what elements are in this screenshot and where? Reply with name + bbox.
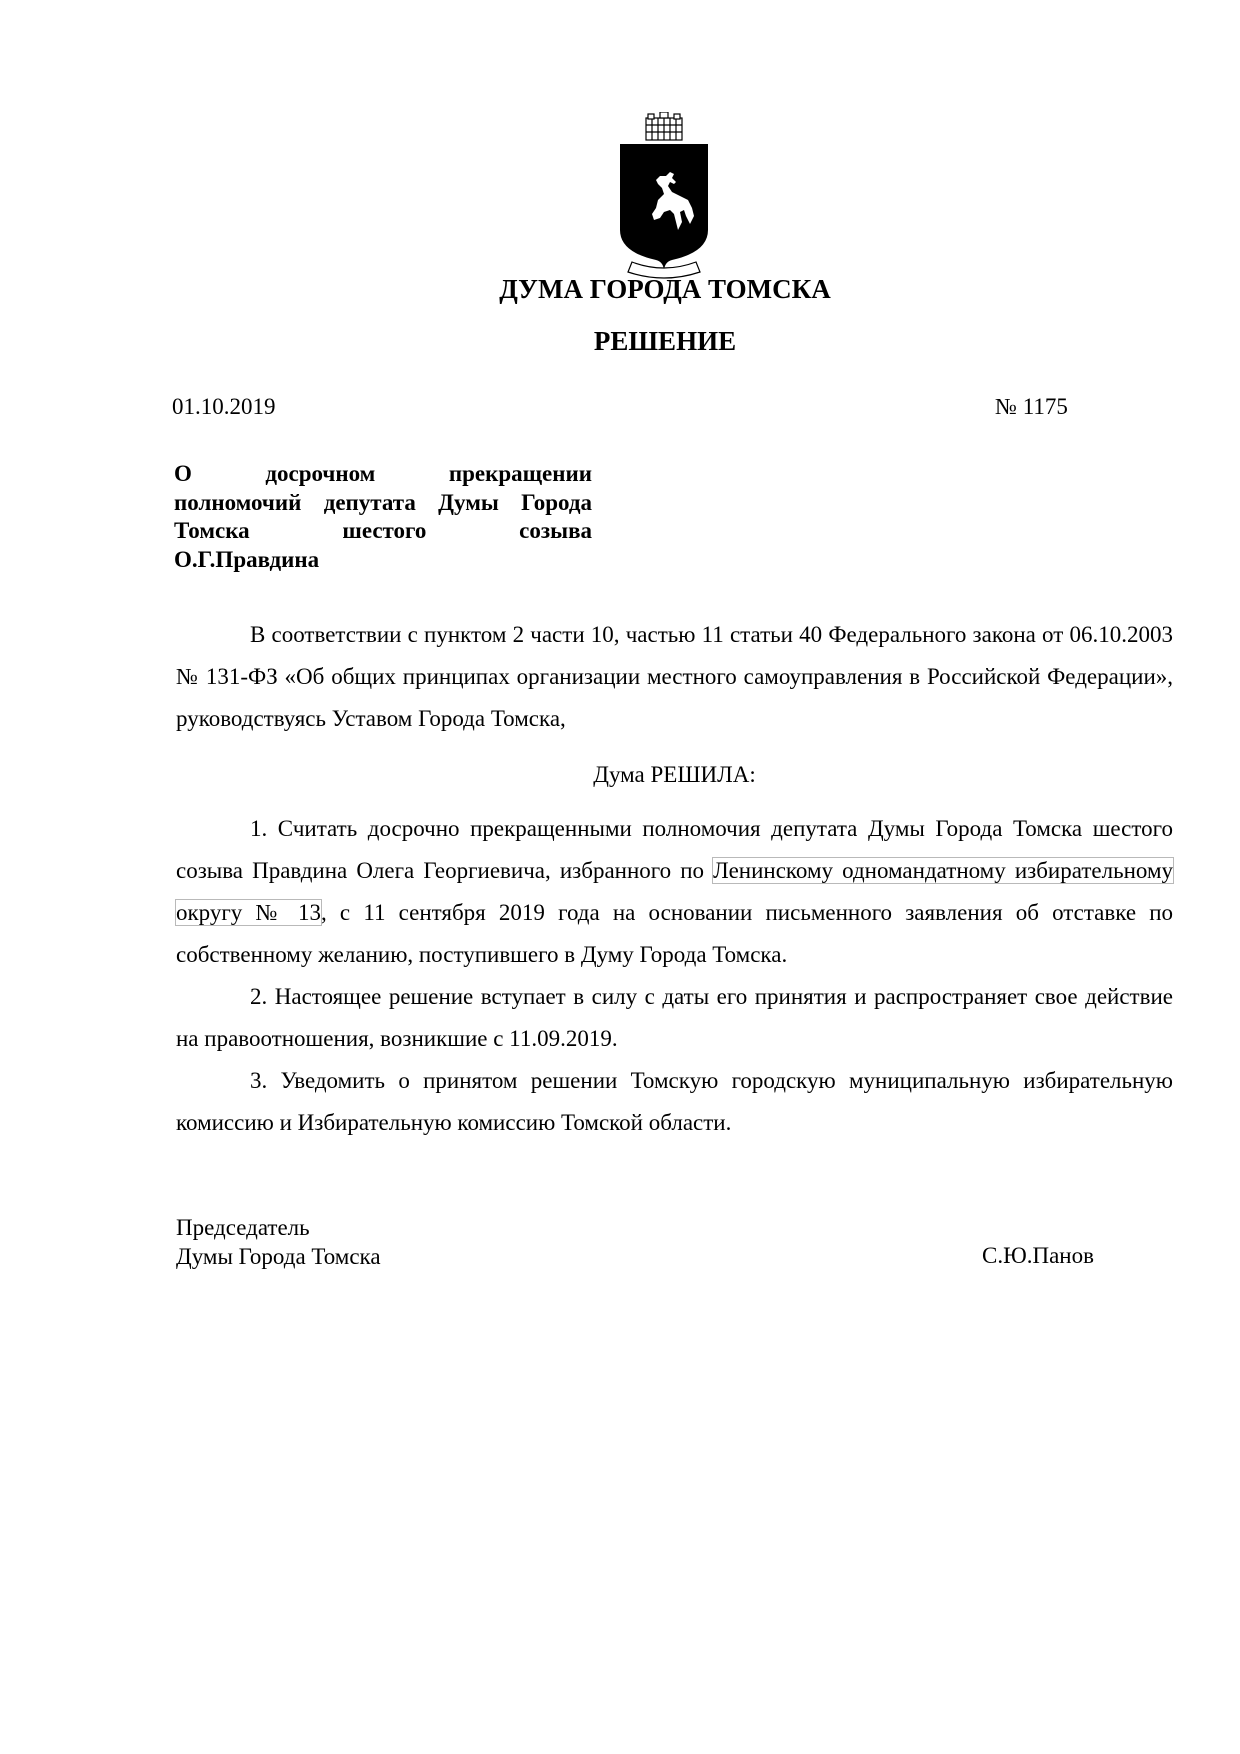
document-date: 01.10.2019	[172, 394, 276, 419]
subject-line: Томска шестого созыва	[174, 518, 592, 543]
document-number: № 1175	[995, 394, 1068, 419]
decision-item-2: 2. Настоящее решение вступает в силу с даты его принятия и распространяет свое действие на правоотношения, возникшие с 11.09.2019.	[176, 984, 1173, 1051]
electoral-district-reference: Ленинскому одномандатному избирательному округу № 13	[176, 858, 1173, 925]
decided-heading: Дума РЕШИЛА:	[593, 762, 756, 787]
signatory-name: С.Ю.Панов	[982, 1243, 1094, 1268]
decision-item-3: 3. Уведомить о принятом решении Томскую городскую муниципальную избирательную комиссию и Избирательную комиссию Томской области.	[176, 1068, 1173, 1135]
item-1-text-end: , с 11 сентября 2019 года на основании письменного заявления об отставке по собственному желанию, поступившего в Думу Города Томска.	[176, 900, 1174, 967]
item-1-text: 1. Считать досрочно прекращенными полномочия депутата Думы Города Томска шестого созыва Правдина Олега Георгиевича, избранного по	[176, 816, 1173, 883]
preamble-paragraph: В соответствии с пунктом 2 части 10, частью 11 статьи 40 Федерального закона от 06.10.2003 № 131-ФЗ «Об общих принципах организации местного самоуправления в Российской Федерации», руководствуясь Уставом Города Томска,	[176, 622, 1173, 731]
tomsk-coat-of-arms-icon	[612, 112, 716, 282]
organization-title: ДУМА ГОРОДА ТОМСКА	[499, 274, 831, 304]
decision-item-1	[176, 808, 1173, 976]
subject-line: полномочий депутата Думы Города	[174, 489, 592, 515]
signatory-role-line: Думы Города Томска	[176, 1243, 381, 1269]
signatory-role	[176, 1214, 381, 1271]
document-subject	[174, 460, 592, 574]
document-type: РЕШЕНИЕ	[593, 326, 737, 356]
document-body	[176, 614, 1173, 1144]
signatory-role-line: Председатель	[176, 1215, 310, 1240]
subject-line: О.Г.Правдина	[174, 546, 320, 572]
subject-line: О досрочном прекращении	[174, 461, 592, 486]
